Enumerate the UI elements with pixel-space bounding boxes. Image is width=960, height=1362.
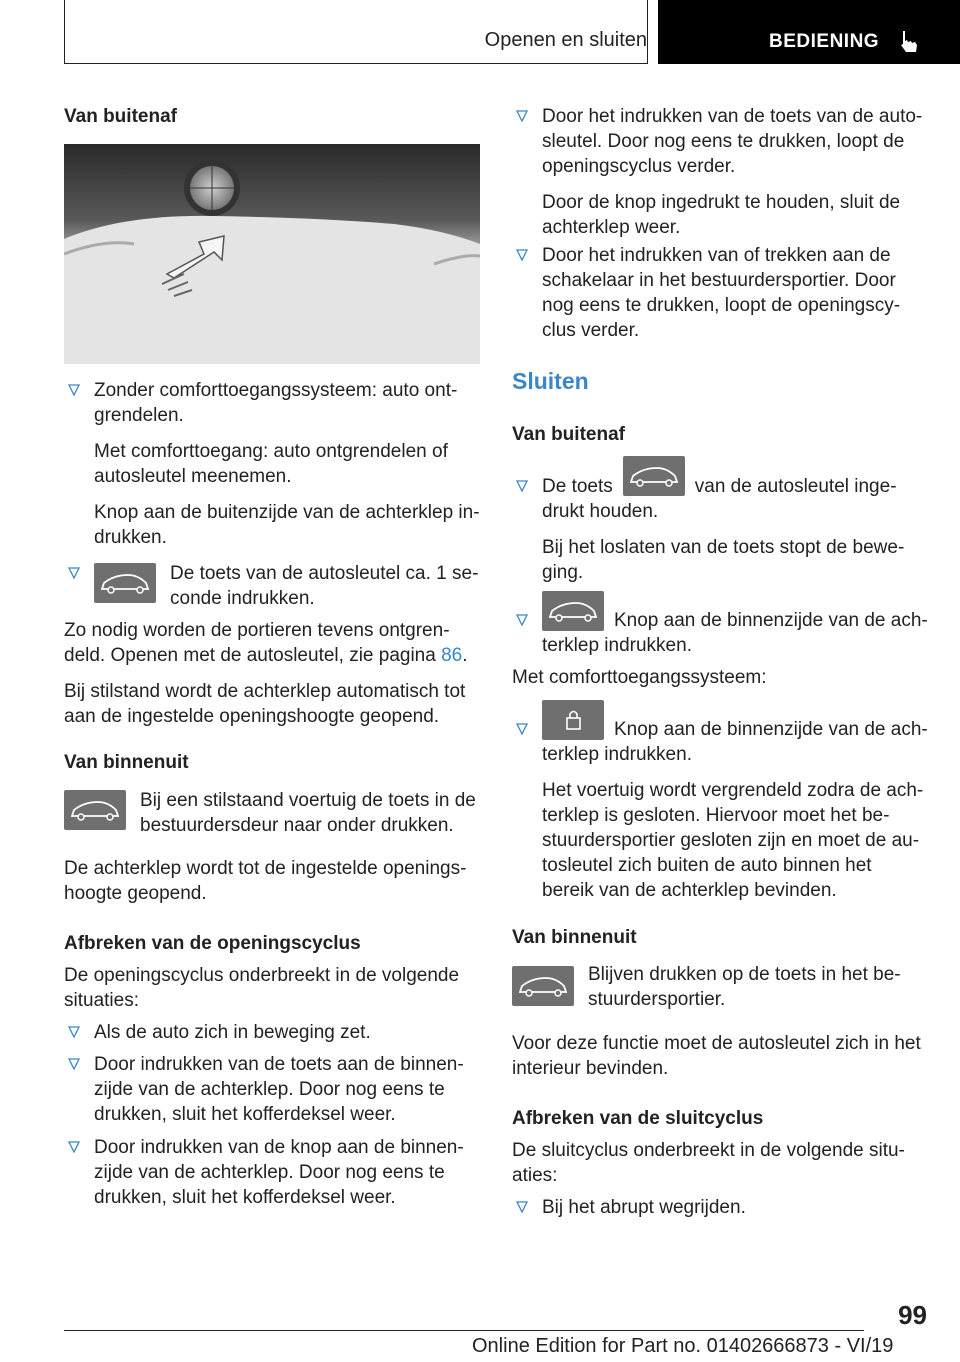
chapter-tab-label: BEDIENING	[769, 31, 880, 52]
heading-abort-close: Afbreken van de sluitcyclus	[512, 1108, 764, 1129]
bullet-triangle-icon	[68, 1026, 80, 1038]
car-key-icon	[64, 790, 126, 830]
car-key-icon	[623, 456, 685, 496]
edition-note: Online Edition for Part no. 01402666873 - VI/19	[472, 1335, 894, 1357]
heading-outside-left: Van buitenaf	[64, 106, 177, 127]
text-line: nog eens te drukken, loopt de openingscy-	[542, 295, 901, 316]
heading-inside-left: Van binnenuit	[64, 752, 189, 773]
list-item	[512, 717, 932, 903]
footer-divider	[64, 1330, 864, 1331]
text-line: Door het indrukken van de toets van de auto-	[542, 106, 923, 127]
car-key-icon	[512, 966, 574, 1006]
paragraph	[512, 1031, 932, 1081]
list-item	[64, 1052, 484, 1127]
list-item	[512, 243, 932, 343]
text-line: Knop aan de buitenzijde van de achterklep in-	[94, 502, 480, 523]
text-line: De achterklep wordt tot de ingestelde openings-	[64, 858, 467, 879]
text-line: Met comforttoegang: auto ontgrendelen of	[94, 441, 448, 462]
text-line: deld. Openen met de autosleutel, zie pagina 86.	[64, 645, 468, 666]
text-line: Door indrukken van de toets aan de binnen-	[94, 1054, 464, 1075]
list-item	[64, 1020, 484, 1045]
section-heading-close: Sluiten	[512, 368, 589, 394]
text-line: autosleutel meenemen.	[94, 466, 292, 487]
heading-inside-right: Van binnenuit	[512, 927, 637, 948]
text-line: situaties:	[64, 990, 139, 1011]
text-line: grendelen.	[94, 405, 184, 426]
text-line: Knop aan de binnenzijde van de ach-	[614, 719, 928, 740]
text-line: aties:	[512, 1165, 558, 1186]
bullet-triangle-icon	[68, 567, 80, 579]
text-line: stuurdersportier.	[588, 989, 726, 1010]
text-line: terklep indrukken.	[542, 635, 692, 656]
text-line: aan de ingestelde openingshoogte geopend.	[64, 706, 440, 727]
text-line: De openingscyclus onderbreekt in de volgende	[64, 965, 460, 986]
list-item	[512, 104, 932, 240]
bullet-triangle-icon	[68, 1141, 80, 1153]
paragraph	[512, 665, 932, 690]
paragraph	[512, 1138, 932, 1188]
text-line: Bij het loslaten van de toets stopt de bewe-	[542, 537, 905, 558]
text-line: Knop aan de binnenzijde van de ach-	[614, 610, 928, 631]
text-line: sleutel. Door nog eens te drukken, loopt de	[542, 131, 905, 152]
car-key-icon	[94, 563, 156, 603]
text-line: drukken.	[94, 527, 167, 548]
inside-block	[64, 788, 484, 838]
heading-outside-right: Van buitenaf	[512, 424, 625, 445]
text-line: Blijven drukken op de toets in het be-	[588, 964, 901, 985]
hand-pointer-icon	[895, 29, 919, 55]
bullet-triangle-icon	[516, 1201, 528, 1213]
text-line: conde indrukken.	[170, 588, 315, 609]
heading-abort-open: Afbreken van de openingscyclus	[64, 933, 361, 954]
text-line: drukt houden.	[542, 501, 659, 522]
list-item	[64, 561, 484, 611]
section-title: Openen en sluiten	[484, 29, 647, 51]
text-line: interieur bevinden.	[512, 1058, 669, 1079]
text-line: tosleutel zich buiten de auto binnen het	[542, 855, 872, 876]
tailgate-photo	[64, 144, 480, 364]
text-line: terklep indrukken.	[542, 744, 692, 765]
bullet-triangle-icon	[68, 1058, 80, 1070]
text-line: Bij stilstand wordt de achterklep automatisch tot	[64, 681, 466, 702]
text-line: stuurdersportier gesloten zijn en moet de au-	[542, 830, 920, 851]
bullet-triangle-icon	[68, 384, 80, 396]
text-line: bereik van de achterklep bevinden.	[542, 880, 837, 901]
text-line: Zonder comforttoegangssysteem: auto ont-	[94, 380, 458, 401]
lock-icon	[542, 700, 604, 740]
text-line: Bij het abrupt wegrijden.	[542, 1197, 746, 1218]
list-item	[512, 474, 932, 585]
paragraph	[64, 856, 484, 906]
bullet-triangle-icon	[516, 614, 528, 626]
bullet-triangle-icon	[516, 249, 528, 261]
text-line: bestuurdersdeur naar onder drukken.	[140, 815, 454, 836]
inside-block	[512, 962, 932, 1012]
list-item	[512, 608, 932, 658]
text-line: De toets van de autosleutel inge-	[542, 476, 897, 497]
text-line: openingscyclus verder.	[542, 156, 736, 177]
text-line: De sluitcyclus onderbreekt in de volgende situ-	[512, 1140, 905, 1161]
text-line: Zo nodig worden de portieren tevens ontgren-	[64, 620, 450, 641]
list-item	[64, 1135, 484, 1210]
text-line: Door het indrukken van of trekken aan de	[542, 245, 891, 266]
text-line: schakelaar in het bestuurdersportier. Door	[542, 270, 896, 291]
text-line: Door de knop ingedrukt te houden, sluit de	[542, 192, 901, 213]
paragraph	[64, 963, 484, 1013]
list-item	[512, 1195, 932, 1220]
text-line: Met comforttoegangssysteem:	[512, 667, 767, 688]
list-item	[64, 378, 480, 550]
text-line: drukken, sluit het kofferdeksel weer.	[94, 1187, 396, 1208]
page-number: 99	[898, 1300, 927, 1330]
car-key-icon	[542, 591, 604, 631]
text-line: hoogte geopend.	[64, 883, 207, 904]
text-line: terklep is gesloten. Hiervoor moet het be-	[542, 805, 890, 826]
bullet-triangle-icon	[516, 110, 528, 122]
page-link[interactable]: 86	[441, 645, 463, 666]
text-line: Voor deze functie moet de autosleutel zich in het	[512, 1033, 921, 1054]
text-line: drukken, sluit het kofferdeksel weer.	[94, 1104, 396, 1125]
text-line: ging.	[542, 562, 584, 583]
text-line: clus verder.	[542, 320, 640, 341]
text-line: achterklep weer.	[542, 217, 681, 238]
text-line: Als de auto zich in beweging zet.	[94, 1022, 371, 1043]
text-line: De toets van de autosleutel ca. 1 se-	[170, 563, 479, 584]
text-line: zijde van de achterklep. Door nog eens te	[94, 1079, 445, 1100]
paragraph	[64, 618, 484, 729]
text-line: zijde van de achterklep. Door nog eens te	[94, 1162, 445, 1183]
text-line: Bij een stilstaand voertuig de toets in de	[140, 790, 476, 811]
bullet-triangle-icon	[516, 723, 528, 735]
text-line: Het voertuig wordt vergrendeld zodra de ach-	[542, 780, 924, 801]
text-line: Door indrukken van de knop aan de binnen-	[94, 1137, 464, 1158]
bullet-triangle-icon	[516, 480, 528, 492]
